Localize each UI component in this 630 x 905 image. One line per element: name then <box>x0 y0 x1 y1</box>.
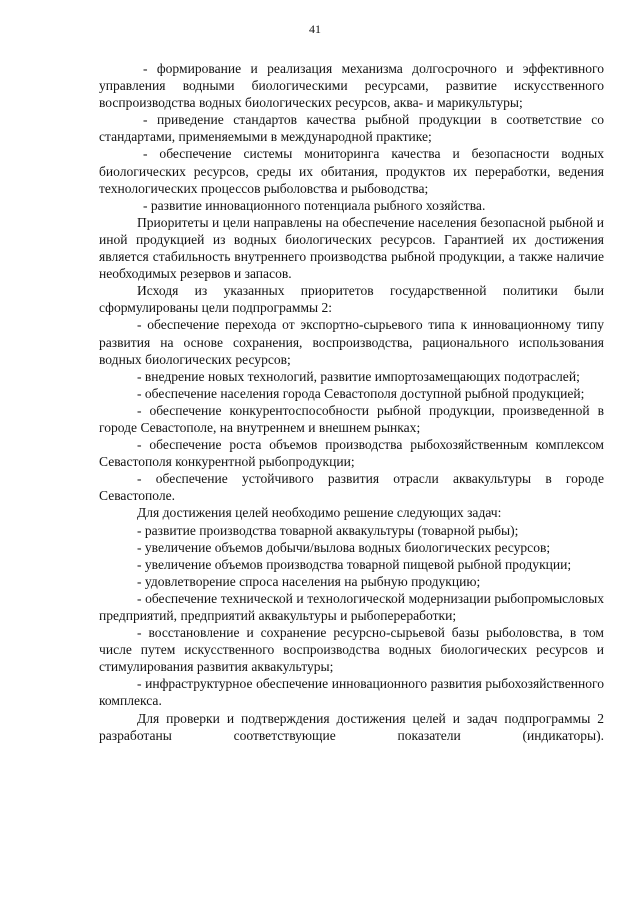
paragraph: - развитие производства товарной аквакультуры (товарной рыбы); <box>137 522 519 538</box>
paragraph: - инфраструктурное обеспечение инновационного развития рыбохозяйственного комплекса. <box>99 676 604 709</box>
paragraph: - удовлетворение спроса населения на рыбную продукцию; <box>137 573 481 589</box>
paragraph: - обеспечение технической и технологической модернизации рыбопромысловых предприятий, предприятий аквакультуры и рыбопереработки; <box>99 590 604 623</box>
paragraph: Для проверки и подтверждения достижения целей и задач подпрограммы 2 разработаны соответствующие показатели (индикаторы). <box>99 710 604 743</box>
paragraph: - обеспечение системы мониторинга качества и безопасности водных биологических ресурсов, среды их обитания, продуктов их переработки, ведения технологических процессов рыболовства и рыбоводства; <box>99 146 604 196</box>
paragraph: - обеспечение населения города Севастополя доступной рыбной продукцией; <box>137 385 585 401</box>
paragraph: Исходя из указанных приоритетов государственной политики были сформулированы цели подпрограммы 2: <box>99 283 604 316</box>
paragraph: - увеличение объемов производства товарной пищевой рыбной продукции; <box>137 556 572 572</box>
paragraph: - обеспечение роста объемов производства рыбохозяйственным комплексом Севастополя конкурентной рыбопродукции; <box>99 437 604 470</box>
paragraph: - обеспечение конкурентоспособности рыбной продукции, произведенной в городе Севастополе, на внутреннем и внешнем рынках; <box>99 402 604 435</box>
paragraph: - развитие инновационного потенциала рыбного хозяйства. <box>143 197 486 213</box>
page-number: 41 <box>309 22 321 36</box>
paragraph: - обеспечение устойчивого развития отрасли аквакультуры в городе Севастополе. <box>99 471 604 504</box>
paragraph: - обеспечение перехода от экспортно-сырьевого типа к инновационному типу развития на основе сохранения, воспроизводства, рационального использования водных биологических ресурсов; <box>99 317 604 367</box>
paragraph: - формирование и реализация механизма долгосрочного и эффективного управления водными биологическими ресурсами, развитие искусственного воспроизводства водных биологических ресурсов, аква- и марикультуры; <box>99 61 604 111</box>
paragraph: - внедрение новых технологий, развитие импортозамещающих подотраслей; <box>137 368 580 384</box>
body-text <box>99 60 604 744</box>
paragraph: Для достижения целей необходимо решение следующих задач: <box>137 505 502 521</box>
paragraph: - восстановление и сохранение ресурсно-сырьевой базы рыболовства, в том числе путем искусственного воспроизводства водных биологических ресурсов и стимулирования развития аквакультуры; <box>99 625 604 675</box>
paragraph: Приоритеты и цели направлены на обеспечение населения безопасной рыбной и иной продукцией из водных биологических ресурсов. Гарантией их достижения является стабильность внутреннего производства рыбной продукции, а также наличие необходимых резервов и запасов. <box>99 214 604 282</box>
paragraph: - увеличение объемов добычи/вылова водных биологических ресурсов; <box>137 539 551 555</box>
paragraph: - приведение стандартов качества рыбной продукции в соответствие со стандартами, применяемыми в международной практике; <box>99 112 604 145</box>
